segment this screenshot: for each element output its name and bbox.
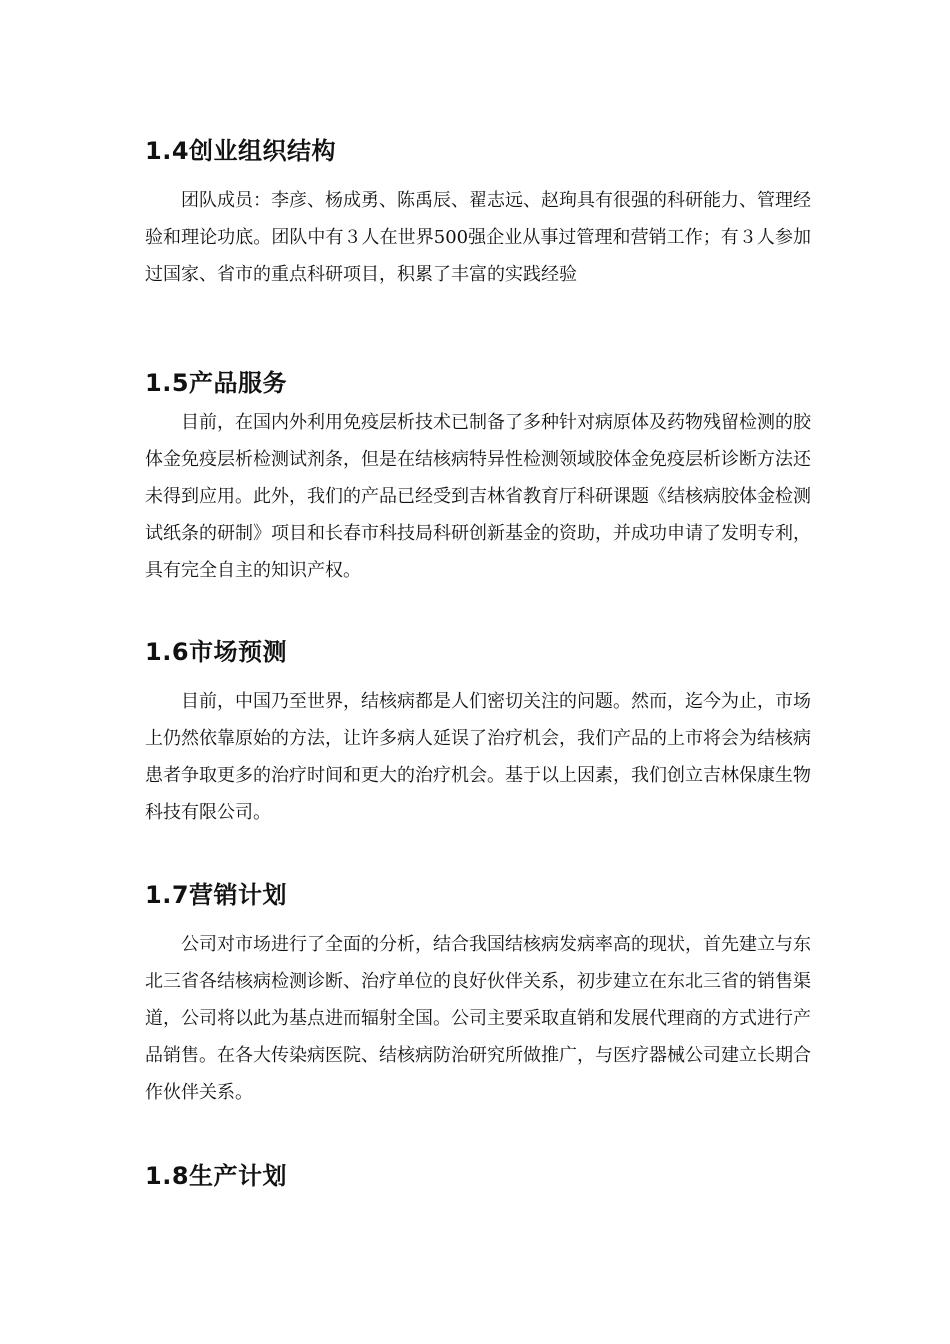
- section-heading-1-8: 1.8生产计划: [145, 1162, 288, 1190]
- section-heading-1-7: 1.7营销计划: [145, 881, 288, 909]
- section-heading-1-6: 1.6市场预测: [145, 638, 288, 666]
- section-paragraph-1-6: 目前，中国乃至世界，结核病都是人们密切关注的问题。然而，迄今为止，市场上仍然依靠原始的方法，让许多病人延误了治疗机会，我们产品的上市将会为结核病患者争取更多的治疗时间和更大的治疗机会。基于以上因素，我们创立吉林保康生物科技有限公司。: [145, 691, 811, 823]
- section-paragraph-1-4: 团队成员：李彦、杨成勇、陈禹辰、翟志远、赵珣具有很强的科研能力、管理经验和理论功底。团队中有３人在世界500强企业从事过管理和营销工作；有３人参加过国家、省市的重点科研项目，积累了丰富的实践经验: [145, 190, 811, 285]
- section-paragraph-1-5: 目前，在国内外利用免疫层析技术已制备了多种针对病原体及药物残留检测的胶体金免疫层析检测试剂条，但是在结核病特异性检测领域胶体金免疫层析诊断方法还未得到应用。此外，我们的产品已经受到吉林省教育厅科研课题《结核病胶体金检测试纸条的研制》项目和长春市科技局科研创新基金的资助，并成功申请了发明专利，具有完全自主的知识产权。: [145, 412, 811, 581]
- section-paragraph-1-7: 公司对市场进行了全面的分析，结合我国结核病发病率高的现状，首先建立与东北三省各结核病检测诊断、治疗单位的良好伙伴关系，初步建立在东北三省的销售渠道，公司将以此为基点进而辐射全国。公司主要采取直销和发展代理商的方式进行产品销售。在各大传染病医院、结核病防治研究所做推广，与医疗器械公司建立长期合作伙伴关系。: [145, 934, 811, 1103]
- section-heading-1-4: 1.4创业组织结构: [145, 137, 337, 165]
- section-heading-1-5: 1.5产品服务: [145, 369, 288, 397]
